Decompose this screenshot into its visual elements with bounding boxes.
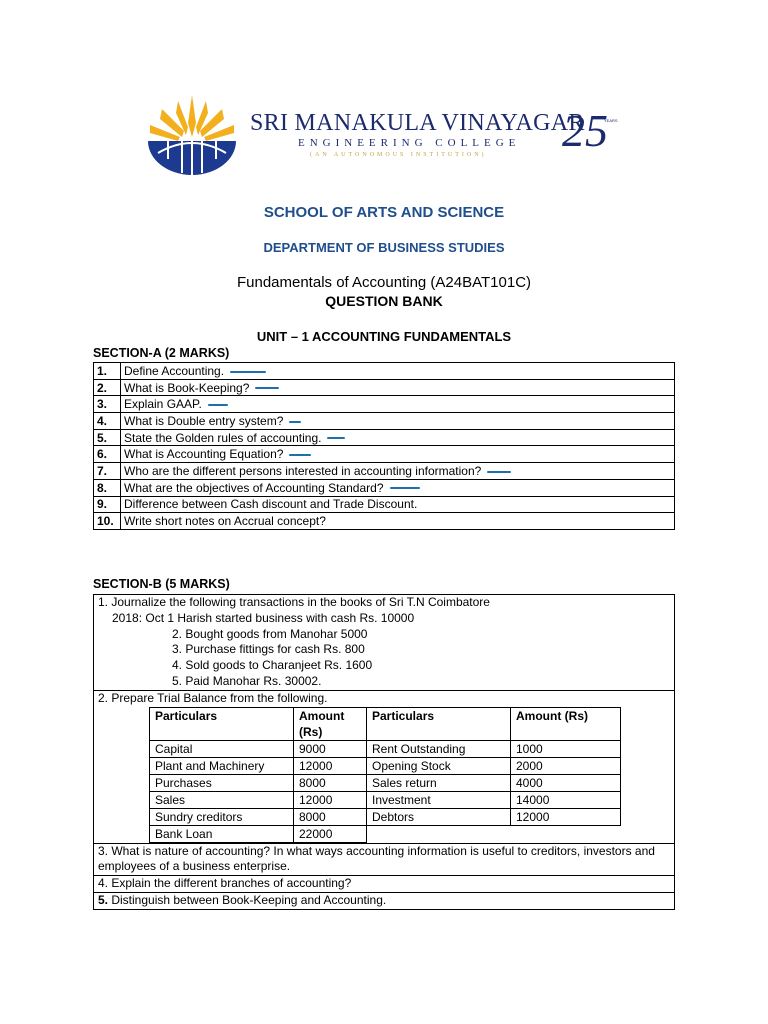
tb-cell: Sales — [150, 791, 294, 808]
question-text: Difference between Cash discount and Trade Discount. — [124, 497, 418, 512]
college-logo-icon — [148, 93, 236, 175]
tb-cell: 12000 — [294, 791, 367, 808]
tb-cell: Bank Loan — [150, 825, 294, 842]
tb-empty-cell — [367, 825, 621, 842]
question-cell — [121, 513, 675, 530]
q3-text: 3. What is nature of accounting? In what ways accounting information is useful to creditors, investors and employees of a business enterprise. — [94, 843, 675, 876]
tb-cell: 12000 — [294, 757, 367, 774]
college-name: SRI MANAKULA VINAYAGAR — [250, 110, 585, 136]
q1-item: 3. Purchase fittings for cash Rs. 800 — [172, 642, 365, 657]
question-number: 3. — [94, 396, 121, 413]
tb-cell: Rent Outstanding — [367, 740, 511, 757]
tb-cell: 22000 — [294, 825, 367, 842]
q1-line2: 2018: Oct 1 Harish started business with cash Rs. 10000 — [112, 610, 415, 625]
question-text: Explain GAAP. — [124, 397, 202, 412]
question-row — [94, 396, 675, 413]
tb-header: Amount (Rs) — [294, 707, 367, 740]
tb-cell: Capital — [150, 740, 294, 757]
tb-header: Particulars — [367, 707, 511, 740]
tb-cell: Sundry creditors — [150, 808, 294, 825]
tb-row — [150, 791, 621, 808]
pen-mark-icon — [390, 487, 420, 489]
q2-text: 2. Prepare Trial Balance from the following. — [98, 690, 328, 705]
q1-line1: 1. Journalize the following transactions in the books of Sri T.N Coimbatore — [98, 595, 490, 609]
tb-row — [150, 808, 621, 825]
college-tagline: (AN AUTONOMOUS INSTITUTION) — [310, 152, 487, 158]
tb-row — [150, 757, 621, 774]
q5-text: Distinguish between Book-Keeping and Accounting. — [108, 892, 387, 907]
tb-header: Amount (Rs) — [511, 707, 621, 740]
tb-cell: Purchases — [150, 774, 294, 791]
q1-item: 5. Paid Manohar Rs. 30002. — [172, 673, 322, 688]
tb-cell: 12000 — [511, 808, 621, 825]
pen-mark-icon — [255, 387, 279, 389]
pen-mark-icon — [289, 454, 311, 456]
section-b-table — [93, 594, 675, 910]
question-number: 8. — [94, 479, 121, 496]
tb-header: Particulars — [150, 707, 294, 740]
question-number: 4. — [94, 413, 121, 430]
question-cell — [121, 479, 675, 496]
anniversary-logo: 25 — [562, 105, 608, 156]
question-text: Write short notes on Accrual concept? — [124, 514, 326, 529]
q1-item: 2. Bought goods from Manohar 5000 — [172, 626, 368, 641]
question-row — [94, 479, 675, 496]
pen-mark-icon — [208, 404, 228, 406]
q1-item: 4. Sold goods to Charanjeet Rs. 1600 — [172, 658, 373, 673]
question-cell — [121, 463, 675, 480]
question-1-row — [94, 595, 675, 691]
tb-cell: 4000 — [511, 774, 621, 791]
document-title: QUESTION BANK — [325, 293, 443, 309]
q5-number: 5. — [98, 892, 109, 907]
unit-heading: UNIT – 1 ACCOUNTING FUNDAMENTALS — [256, 329, 512, 344]
tb-cell: 8000 — [294, 774, 367, 791]
question-row — [94, 429, 675, 446]
tb-row — [150, 740, 621, 757]
section-a-table — [93, 362, 675, 530]
section-b-title: SECTION-B (5 MARKS) — [93, 577, 230, 591]
question-row — [94, 496, 675, 513]
question-number: 7. — [94, 463, 121, 480]
question-text: What is Double entry system? — [124, 413, 284, 428]
tb-cell: Debtors — [367, 808, 511, 825]
tb-cell: 8000 — [294, 808, 367, 825]
question-cell — [121, 446, 675, 463]
pen-mark-icon — [289, 421, 301, 423]
section-a-title: SECTION-A (2 MARKS) — [93, 346, 230, 360]
anniversary-years: YEARS — [604, 118, 618, 123]
tb-cell: 14000 — [511, 791, 621, 808]
pen-mark-icon — [327, 437, 345, 439]
tb-cell: Opening Stock — [367, 757, 511, 774]
trial-balance-table — [149, 707, 621, 843]
question-row — [94, 446, 675, 463]
question-number: 1. — [94, 363, 121, 380]
question-3-row — [94, 843, 675, 876]
question-row — [94, 363, 675, 380]
question-text: Define Accounting. — [124, 363, 225, 378]
tb-cell: Plant and Machinery — [150, 757, 294, 774]
question-text: State the Golden rules of accounting. — [124, 430, 322, 445]
pen-mark-icon — [230, 371, 266, 373]
tb-cell: Investment — [367, 791, 511, 808]
question-cell — [121, 429, 675, 446]
tb-row — [150, 825, 621, 842]
question-cell — [121, 363, 675, 380]
question-cell — [121, 496, 675, 513]
question-number: 5. — [94, 429, 121, 446]
question-cell — [121, 396, 675, 413]
question-2-row — [94, 690, 675, 843]
tb-cell: 1000 — [511, 740, 621, 757]
question-row — [94, 413, 675, 430]
tb-cell: 2000 — [511, 757, 621, 774]
question-text: What is Accounting Equation? — [124, 447, 284, 462]
course-title: Fundamentals of Accounting (A24BAT101C) — [236, 274, 532, 291]
pen-mark-icon — [487, 471, 511, 473]
question-row — [94, 513, 675, 530]
question-cell — [121, 413, 675, 430]
question-text: What is Book-Keeping? — [124, 380, 250, 395]
school-heading: SCHOOL OF ARTS AND SCIENCE — [263, 204, 505, 221]
question-text: What are the objectives of Accounting Standard? — [124, 480, 384, 495]
question-cell — [121, 379, 675, 396]
question-number: 9. — [94, 496, 121, 513]
question-row — [94, 379, 675, 396]
tb-cell: Sales return — [367, 774, 511, 791]
q4-text: 4. Explain the different branches of accounting? — [94, 876, 675, 893]
question-number: 10. — [94, 513, 121, 530]
question-4-row — [94, 876, 675, 893]
question-number: 6. — [94, 446, 121, 463]
tb-row — [150, 774, 621, 791]
tb-cell: 9000 — [294, 740, 367, 757]
department-heading: DEPARTMENT OF BUSINESS STUDIES — [263, 240, 505, 255]
question-number: 2. — [94, 379, 121, 396]
question-row — [94, 463, 675, 480]
question-5-row — [94, 892, 675, 909]
question-text: Who are the different persons interested in accounting information? — [124, 463, 482, 478]
college-subtitle: ENGINEERING COLLEGE — [298, 137, 521, 149]
